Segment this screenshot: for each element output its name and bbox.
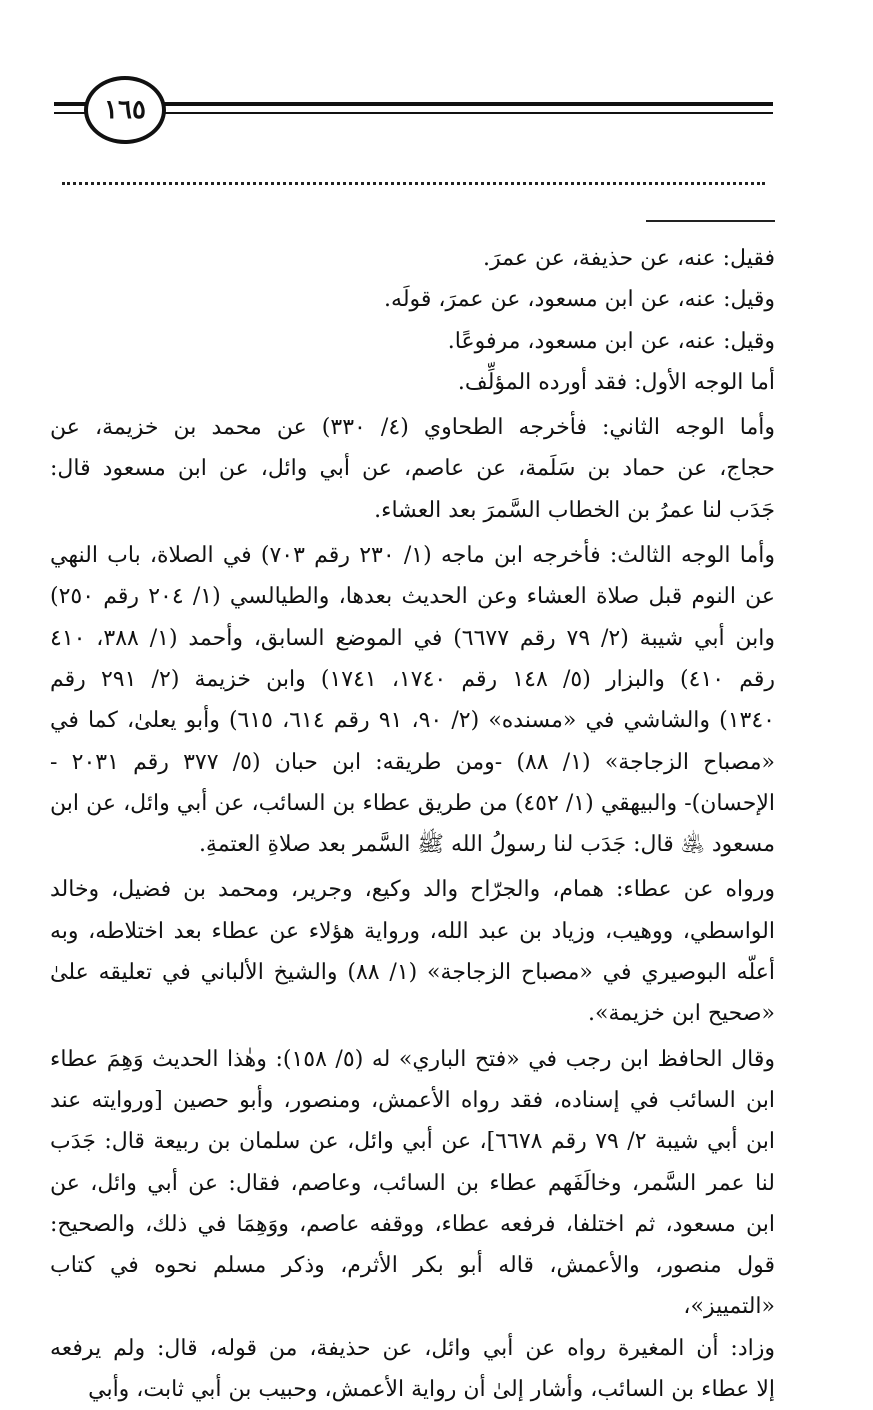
text-line: ١٣٤٠) والشاشي في «مسنده» (٢/ ٩٠، ٩١ رقم ٦١٤، ٦١٥) وأبو يعلىٰ، كما في	[50, 708, 775, 734]
paragraph	[50, 362, 775, 403]
paragraph	[50, 1039, 775, 1410]
text-line: ابن أبي شيبة ٢/ ٧٩ رقم ٦٦٧٨]، عن أبي وائل، عن سلمان بن ربيعة قال: جَدَب	[50, 1129, 775, 1155]
paragraph	[50, 535, 775, 865]
page-number-badge	[84, 76, 166, 144]
text-line: وقيل: عنه، عن ابن مسعود، مرفوعًا.	[447, 328, 775, 354]
text-line: رقم ٤١٠) والبزار (٥/ ١٤٨ رقم ١٧٤٠، ١٧٤١) وابن خزيمة (٢/ ٢٩١ رقم	[50, 666, 776, 692]
text-line: لنا عمر السَّمر، وخالَفَهم عطاء بن السائب، وعاصم، فقال: عن أبي وائل، عن	[50, 1170, 775, 1196]
text-line: ورواه عن عطاء: همام، والجرّاح والد وكيع، وجرير، ومحمد بن فضيل، وخالد	[50, 877, 775, 903]
text-line: الواسطي، ووهيب، وزياد بن عبد الله، ورواية هؤلاء عن عطاء بعد اختلاطه، وبه	[50, 918, 775, 944]
text-line: وقال الحافظ ابن رجب في «فتح الباري» له (٥/ ١٥٨): وهٰذا الحديث وَهِمَ عطاء	[50, 1046, 776, 1072]
footnote-body	[50, 238, 775, 1410]
text-line: أعلّه البوصيري في «مصباح الزجاجة» (١/ ٨٨) والشيخ الألباني في تعليقه علىٰ	[50, 960, 775, 986]
page-header	[0, 0, 873, 200]
text-line: وأما الوجه الثاني: فأخرجه الطحاوي (٤/ ٣٣٠) عن محمد بن خزيمة، عن	[50, 415, 776, 441]
paragraph	[50, 407, 775, 531]
text-line: مسعود ﵁ قال: جَدَب لنا رسولُ الله ﷺ السَّمر بعد صلاةِ العتمةِ.	[198, 832, 775, 858]
footnote-separator	[646, 220, 775, 222]
text-line: عن النوم قبل صلاة العشاء وعن الحديث بعدها، والطيالسي (١/ ٢٠٤ رقم ٢٥٠)	[50, 584, 776, 610]
text-line: أما الوجه الأول: فقد أورده المؤلِّف.	[457, 369, 775, 395]
text-line: ابن السائب في إسناده، فقد رواه الأعمش، ومنصور، وأبو حصين [وروايته عند	[50, 1087, 775, 1113]
paragraph	[50, 869, 775, 1034]
paragraph	[50, 238, 775, 279]
text-line: حجاج، عن حماد بن سَلَمة، عن عاصم، عن أبي وائل، عن ابن مسعود قال:	[50, 456, 775, 482]
text-line: جَدَب لنا عمرُ بن الخطاب السَّمرَ بعد العشاء.	[374, 497, 775, 523]
page-number: ١٦٥	[104, 95, 146, 125]
text-line: وزاد: أن المغيرة رواه عن أبي وائل، عن حذيفة، من قوله، قال: ولم يرفعه	[50, 1335, 775, 1361]
text-line: «مصباح الزجاجة» (١/ ٨٨) -ومن طريقه: ابن حبان (٥/ ٣٧٧ رقم ٢٠٣١ -	[50, 749, 776, 775]
text-line: إلا عطاء بن السائب، وأشار إلىٰ أن رواية الأعمش، وحبيب بن أبي ثابت، وأبي	[88, 1377, 775, 1403]
text-line: الإحسان)- والبيهقي (١/ ٤٥٢) من طريق عطاء بن السائب، عن أبي وائل، عن ابن	[50, 790, 776, 816]
dotted-separator	[62, 182, 765, 185]
text-line: فقيل: عنه، عن حذيفة، عن عمرَ.	[482, 246, 775, 271]
text-line: ابن مسعود، ثم اختلفا، فرفعه عطاء، ووقفه عاصم، ووَهِمَا في ذلك، والصحيح:	[50, 1211, 775, 1237]
paragraph	[50, 279, 775, 320]
text-line: وأما الوجه الثالث: فأخرجه ابن ماجه (١/ ٢٣٠ رقم ٧٠٣) في الصلاة، باب النهي	[50, 543, 775, 569]
text-line: قول منصور، والأعمش، قاله أبو بكر الأثرم، وذكر مسلم نحوه في كتاب «التمييز»،	[50, 1253, 775, 1320]
paragraph	[50, 321, 775, 362]
text-line: «صحيح ابن خزيمة».	[588, 1001, 775, 1027]
text-line: وابن أبي شيبة (٢/ ٧٩ رقم ٦٦٧٧) في الموضع السابق، وأحمد (١/ ٣٨٨، ٤١٠	[50, 625, 776, 651]
text-line: وقيل: عنه، عن ابن مسعود، عن عمرَ، قولَه.	[384, 287, 775, 313]
